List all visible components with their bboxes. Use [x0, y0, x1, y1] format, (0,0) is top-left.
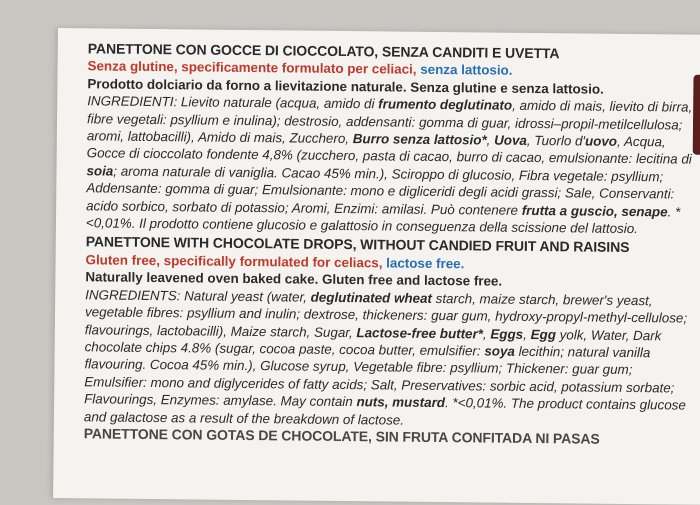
ing-text: ,: [486, 132, 495, 148]
ing-text: starch, maize starch, brewer's yeast, vegetable fibres: psyllium and inulin; dextrose, thickeners: guar gum, hydroxy-propyl-methyl-cellulose; flavourings, lactobacilli), Maize starch, Sugar,: [84, 290, 688, 340]
claim-blue-it: senza lattosio.: [420, 62, 513, 79]
claim-red-en: Gluten free, specifically formulated for celiacs,: [85, 252, 383, 271]
allergen: Eggs: [490, 326, 524, 342]
claim-red-it: Senza glutine, specificamente formulato per celiaci,: [87, 58, 417, 78]
ing-text: , Acqua, Gocce di cioccolato fondente 4,8% (zucchero, pasta di cacao, burro di cacao, emulsionante: lecitina di: [86, 133, 692, 168]
ing-text: , amido di mais, lievito di birra, fibre vegetali: psyllium e inulina); destrosio, addensanti: gomma di guar, idrossi–propil-metilcellulosa; aromi, lattobacilli), Amido di mais, Zucchero,: [86, 97, 693, 147]
ing-text: ,: [523, 326, 531, 342]
product-line-it: Prodotto dolciario da forno a lievitazione naturale. Senza glutine e senza lattosio.: [87, 76, 604, 97]
ing-text: ; aroma naturale di vaniglia. Cacao 45% min.), Sciroppo di glucosio, Fibra vegetale: psyllium; Addensante: gomma di guar; Emulsionante: mono e digliceridi degli acidi grassi; Sale, Conservanti: acido sorbico, sorbato di potassio; Aromi, Enzimi: amilasi. Può contenere: [86, 163, 675, 218]
title-es: PANETTONE CON GOTAS DE CHOCOLATE, SIN FRUTA CONFITADA NI PASAS: [83, 425, 600, 447]
title-en: PANETTONE WITH CHOCOLATE DROPS, WITHOUT CANDIED FRUIT AND RAISINS: [85, 233, 630, 256]
allergen: Lactose-free butter*: [356, 324, 484, 341]
ing-text: ,: [482, 325, 491, 342]
allergen: frumento deglutinato: [378, 96, 513, 113]
allergen: deglutinated wheat: [310, 289, 433, 306]
product-line-en: Naturally leavened oven baked cake. Gluten free and lactose free.: [85, 269, 503, 289]
allergen: soya: [484, 343, 515, 359]
allergen: frutta a guscio, senape: [521, 202, 668, 220]
claim-blue-en: lactose free.: [386, 255, 465, 272]
allergen: uovo: [584, 133, 618, 149]
ing-text: lecithin; natural vanilla flavouring. Cocoa 45% min.), Glucose syrup, Vegetable fibre: psyllium; Thickener: guar gum; Emulsifier: mono and diglycerides of fatty acids; Salt, Preservatives: sorbic acid, potassium sorbate; Flavourings, Enzymes: amylase. May contain: [84, 343, 675, 410]
ingredients-en: [84, 286, 695, 432]
ingredients-it: [86, 93, 697, 239]
allergen: Burro senza lattosio*: [352, 131, 487, 148]
ing-text: . *<0,01%. The product contains glucose and galactose as a result of the breakdown of lactose.: [83, 395, 686, 428]
ing-text: INGREDIENTS: Natural yeast (water,: [85, 286, 311, 305]
product-label: [53, 28, 700, 505]
ing-text: , Tuorlo d': [526, 132, 586, 149]
label-text: [84, 40, 698, 449]
allergen: Uova: [494, 132, 527, 148]
ing-text: yolk, Water, Dark chocolate chips 4.8% (sugar, cocoa paste, cocoa butter, emulsifier:: [84, 326, 662, 359]
allergen: soia: [86, 163, 114, 179]
allergen: Egg: [530, 326, 557, 342]
allergen: nuts, mustard: [356, 394, 446, 411]
ing-text: . *<0,01%. Il prodotto contiene glucosio e galattosio in conseguenza della scissione del lattosio.: [85, 204, 681, 237]
ing-text: INGREDIENTI: Lievito naturale (acqua, amido di: [87, 93, 379, 112]
title-it: PANETTONE CON GOCCE DI CIOCCOLATO, SENZA CANDITI E UVETTA: [87, 40, 560, 62]
